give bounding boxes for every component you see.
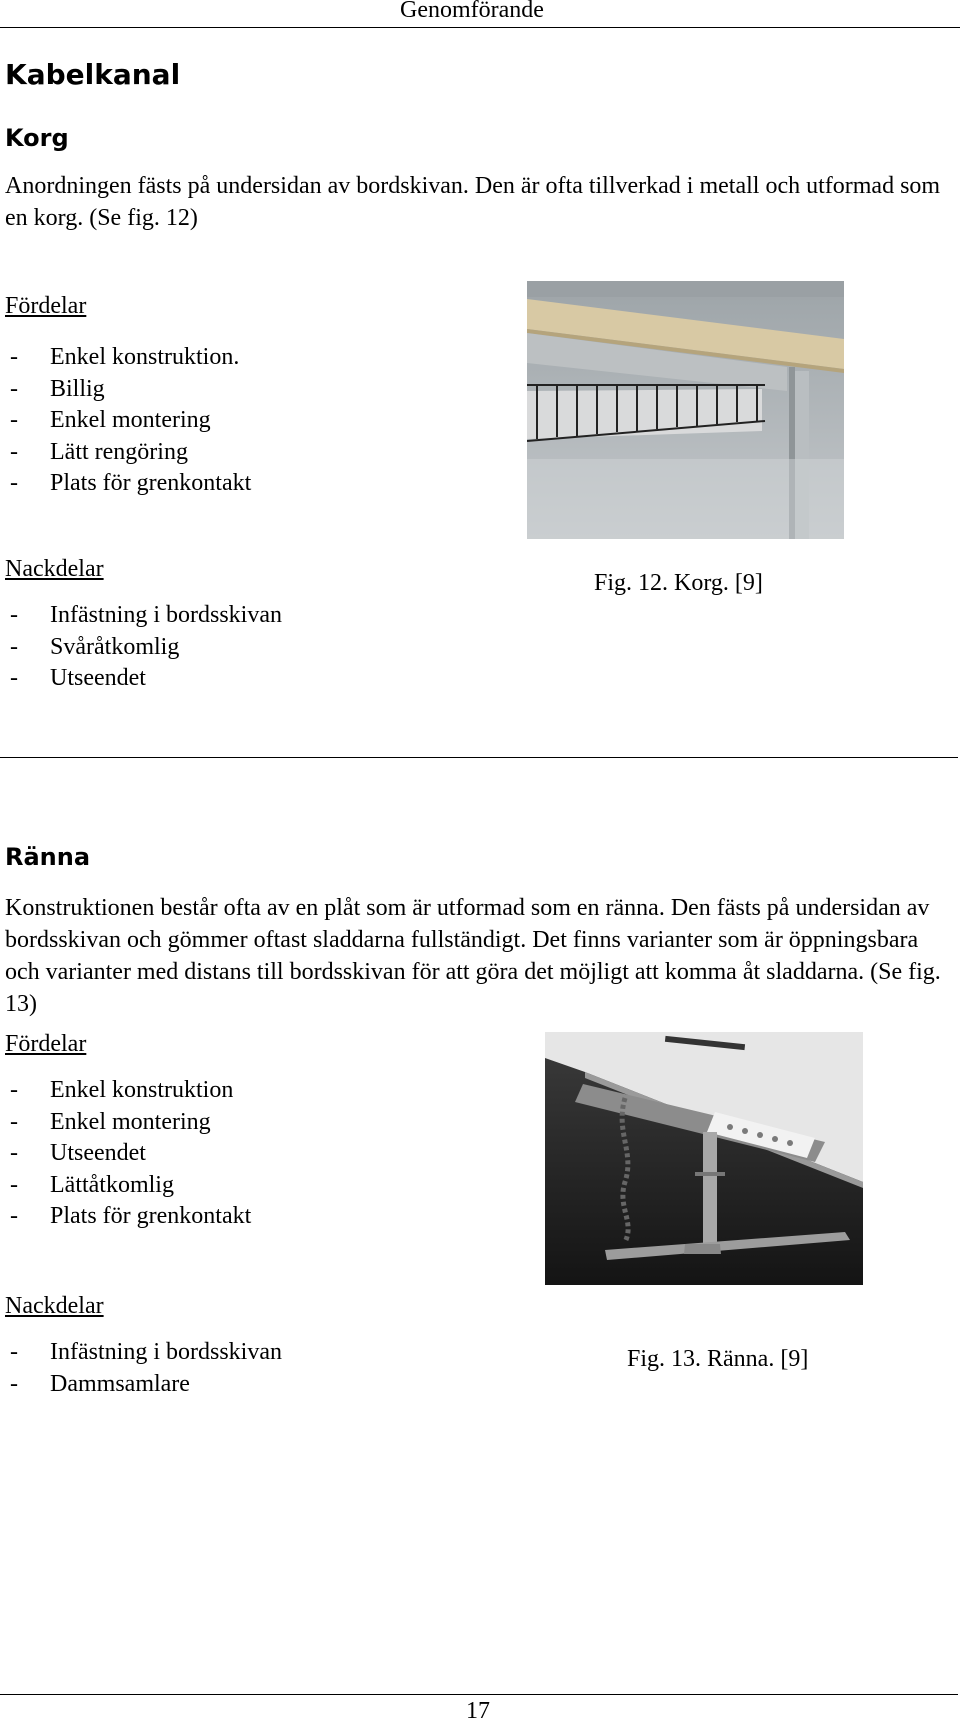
ranna-title: Ränna: [5, 843, 91, 871]
korg-figure: [527, 281, 844, 539]
korg-nackdelar-title: Nackdelar: [5, 556, 104, 582]
ranna-intro: Konstruktionen består ofta av en plåt som är utformad som en ränna. Den fästs på undersidan av bordsskivan och gömmer oftast sladdarna fullständigt. Det finns varianter som är öppningsbara och varianter med distans till bordsskivan för att göra det möjligt att komma åt sladdarna. (Se fig. 13): [5, 895, 941, 1017]
list-item: - Billig: [5, 374, 251, 406]
list-item: - Plats för grenkontakt: [5, 468, 251, 500]
korg-nackdelar-list: [5, 600, 282, 695]
list-item: - Dammsamlare: [5, 1369, 282, 1401]
section-divider: [0, 757, 958, 758]
korg-fordelar-list: [5, 342, 251, 500]
footer-rule: [0, 1694, 958, 1695]
korg-photo: [527, 281, 844, 539]
list-item: - Infästning i bordsskivan: [5, 600, 282, 632]
list-item: - Enkel konstruktion: [5, 1075, 251, 1107]
list-item: - Lätt rengöring: [5, 437, 251, 469]
list-item: - Infästning i bordsskivan: [5, 1337, 282, 1369]
korg-intro: Anordningen fästs på undersidan av bordskivan. Den är ofta tillverkad i metall och utformad som en korg. (Se fig. 12): [5, 173, 941, 231]
ranna-figure: [545, 1032, 863, 1285]
ranna-nackdelar-list: [5, 1337, 282, 1400]
list-item: - Lättåtkomlig: [5, 1170, 251, 1202]
korg-title: Korg: [5, 124, 69, 152]
page-number: 17: [466, 1698, 490, 1724]
list-item: - Enkel montering: [5, 405, 251, 437]
header-rule: [0, 27, 960, 28]
korg-fordelar-title: Fördelar: [5, 293, 87, 319]
korg-caption: Fig. 12. Korg. [9]: [594, 570, 763, 596]
section-title: Kabelkanal: [5, 58, 181, 91]
list-item: - Utseendet: [5, 1138, 251, 1170]
list-item: - Utseendet: [5, 663, 282, 695]
ranna-photo: [545, 1032, 863, 1285]
ranna-nackdelar-title: Nackdelar: [5, 1293, 104, 1319]
list-item: - Plats för grenkontakt: [5, 1201, 251, 1233]
list-item: - Enkel konstruktion.: [5, 342, 251, 374]
list-item: - Svåråtkomlig: [5, 632, 282, 664]
ranna-fordelar-list: [5, 1075, 251, 1233]
ranna-caption: Fig. 13. Ränna. [9]: [627, 1346, 809, 1372]
list-item: - Enkel montering: [5, 1107, 251, 1139]
running-header: Genomförande: [400, 0, 544, 23]
ranna-fordelar-title: Fördelar: [5, 1031, 87, 1057]
